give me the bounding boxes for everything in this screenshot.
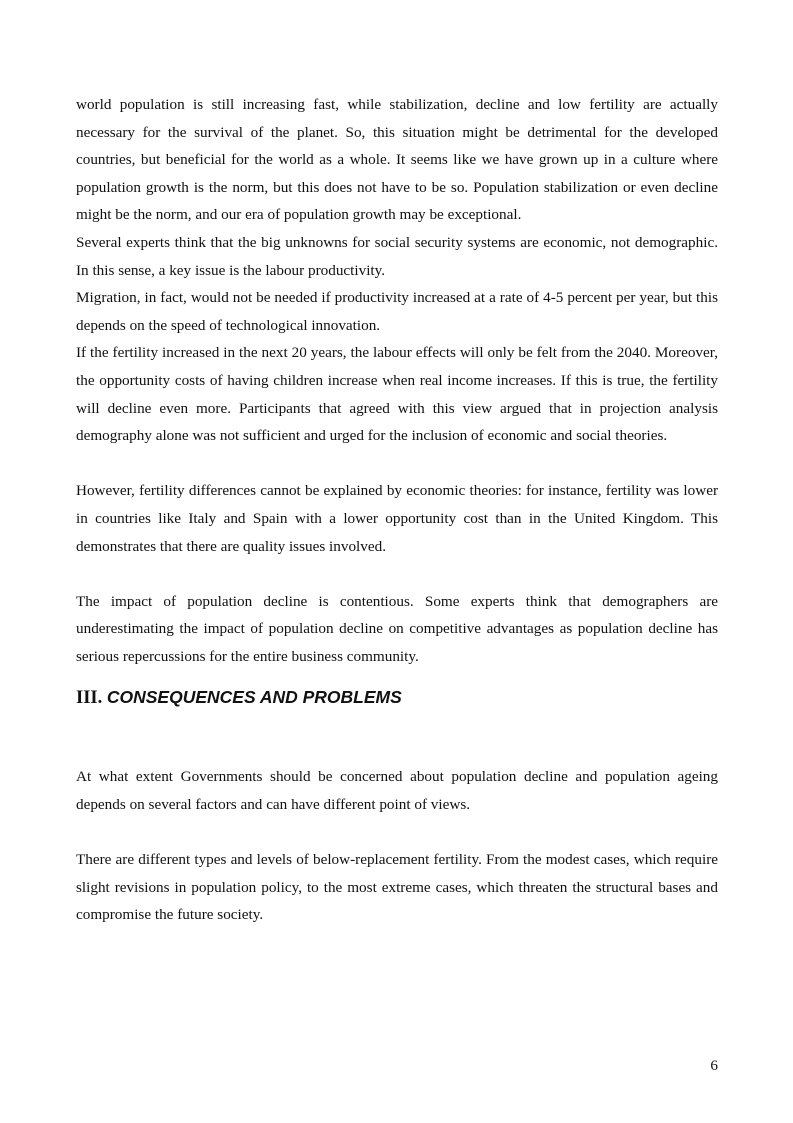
body-paragraph: If the fertility increased in the next 20 years, the labour effects will only be felt from the 2040. Moreover, the opportunity costs of having children increase when real income increases. If this is true, the fertility will decline even more. Participants that agreed with this view argued that in projection analysis demography alone was not sufficient and urged for the inclusion of economic and social theories.	[76, 344, 718, 445]
paragraph-spacer	[76, 560, 718, 588]
paragraph-spacer	[76, 450, 718, 478]
body-paragraph: At what extent Governments should be concerned about population decline and population ageing depends on several factors and can have different point of views.	[76, 768, 718, 814]
body-paragraph: Several experts think that the big unknowns for social security systems are economic, not demographic. In this sense, a key issue is the labour productivity.	[76, 233, 718, 279]
page-number: 6	[710, 1057, 718, 1074]
body-paragraph: world population is still increasing fast, while stabilization, decline and low fertility are actually necessary for the survival of the planet. So, this situation might be detrimental for the developed countries, but beneficial for the world as a whole. It seems like we have grown up in a culture where population growth is the norm, but this does not have to be so. Population stabilization or even decline might be the norm, and our era of population growth may be exceptional.	[76, 96, 718, 224]
paragraph-spacer	[76, 819, 718, 847]
body-paragraph: There are different types and levels of below-replacement fertility. From the modest cases, which require slight revisions in population policy, to the most extreme cases, which threaten the structural bases and compromise the future society.	[76, 851, 718, 924]
body-paragraph: Migration, in fact, would not be needed if productivity increased at a rate of 4-5 percent per year, but this depends on the speed of technological innovation.	[76, 289, 718, 334]
section-heading	[76, 670, 718, 763]
body-paragraph: The impact of population decline is contentious. Some experts think that demographers are underestimating the impact of population decline on competitive advantages as population decline has serious repercussions for the entire business community.	[76, 592, 718, 665]
section-number: III.	[76, 688, 103, 709]
body-paragraph: However, fertility differences cannot be explained by economic theories: for instance, fertility was lower in countries like Italy and Spain with a lower opportunity cost than in the United Kingdom. This demonstrates that there are quality issues involved.	[76, 482, 718, 555]
section-title: CONSEQUENCES AND PROBLEMS	[106, 687, 402, 708]
document-page	[76, 91, 718, 929]
